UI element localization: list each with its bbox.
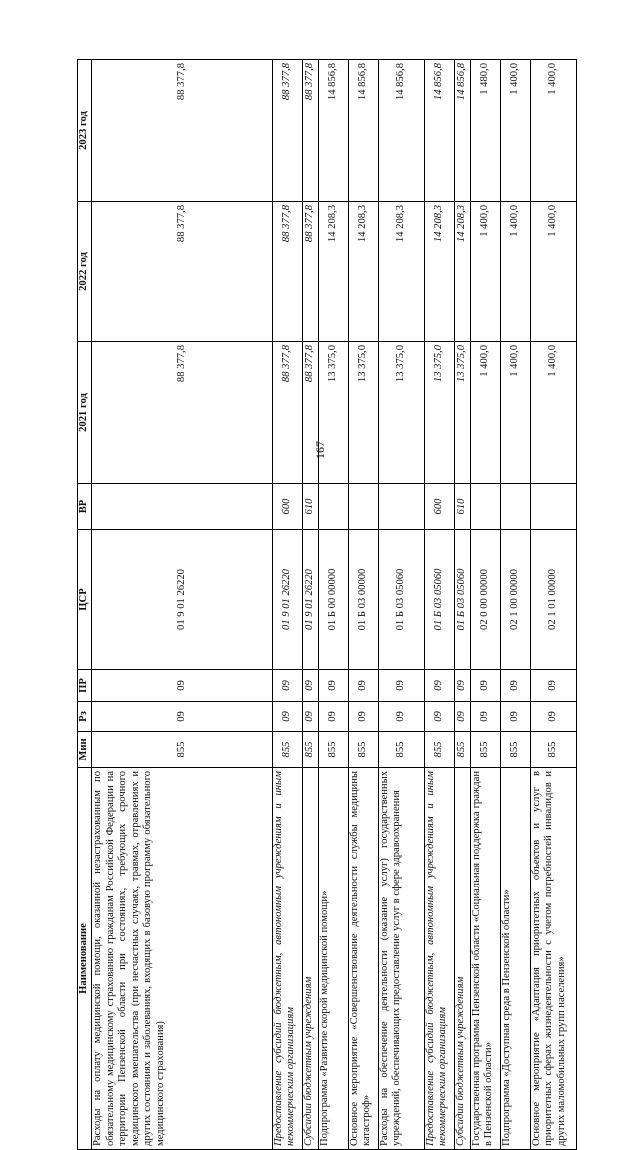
pr-cell: 09 (302, 670, 318, 702)
amount-2021-cell: 1 400,0 (530, 342, 576, 484)
min-cell: 855 (530, 732, 576, 768)
name-cell: Подпрограмма «Доступная среда в Пензенской области» (500, 768, 530, 1150)
amount-2022-cell: 14 208,3 (378, 202, 424, 342)
min-cell: 855 (378, 732, 424, 768)
table-row (530, 60, 576, 1150)
amount-2023-cell: 88 377,8 (272, 60, 302, 202)
csr-cell: 01 9 01 26220 (302, 530, 318, 670)
name-cell: Субсидии бюджетным учреждениям (454, 768, 470, 1150)
name-cell: Основное мероприятие «Совершенствование деятельности службы медицины катастроф» (348, 768, 378, 1150)
pr-cell: 09 (530, 670, 576, 702)
min-cell: 855 (272, 732, 302, 768)
pr-cell: 09 (92, 670, 273, 702)
amount-2023-cell: 14 856,8 (348, 60, 378, 202)
rz-cell: 09 (530, 702, 576, 732)
pr-cell: 09 (500, 670, 530, 702)
amount-2021-cell: 13 375,0 (378, 342, 424, 484)
pr-cell: 09 (348, 670, 378, 702)
amount-2022-cell: 88 377,8 (272, 202, 302, 342)
amount-2021-cell: 13 375,0 (318, 342, 348, 484)
pr-cell: 09 (378, 670, 424, 702)
rz-cell: 09 (348, 702, 378, 732)
csr-cell: 01 9 01 26220 (272, 530, 302, 670)
vr-cell (318, 484, 348, 530)
csr-cell: 02 1 00 00000 (500, 530, 530, 670)
rz-cell: 09 (470, 702, 500, 732)
amount-2022-cell: 88 377,8 (92, 202, 273, 342)
amount-2021-cell: 1 400,0 (500, 342, 530, 484)
amount-2023-cell: 14 856,8 (454, 60, 470, 202)
table-row (318, 60, 348, 1150)
csr-cell: 02 0 00 00000 (470, 530, 500, 670)
rz-cell: 09 (302, 702, 318, 732)
csr-cell: 01 9 01 26220 (92, 530, 273, 670)
pr-cell: 09 (424, 670, 454, 702)
name-cell: Государственная программа Пензенской области «Социальная поддержка граждан в Пензенской области» (470, 768, 500, 1150)
vr-cell: 600 (272, 484, 302, 530)
table-row (470, 60, 500, 1150)
column-header: ВР (78, 484, 92, 530)
rz-cell: 09 (454, 702, 470, 732)
name-cell: Расходы на оплату медицинской помощи, оказанной незастрахованным по обязательному медицинскому страхованию гражданам Российской Федерации на территории Пензенской области при состояниях, требующих срочного медицинского вмешательства (при несчастных случаях, травмах, отравлениях и других состояниях и заболеваниях, входящих в базовую программу обязательного медицинского страхования) (92, 768, 273, 1150)
rz-cell: 09 (272, 702, 302, 732)
amount-2022-cell: 1 400,0 (470, 202, 500, 342)
min-cell: 855 (348, 732, 378, 768)
table-row (500, 60, 530, 1150)
vr-cell (348, 484, 378, 530)
rz-cell: 09 (318, 702, 348, 732)
csr-cell: 01 Б 00 00000 (318, 530, 348, 670)
min-cell: 855 (470, 732, 500, 768)
page-number: 167 (313, 441, 327, 459)
min-cell: 855 (92, 732, 273, 768)
amount-2021-cell: 1 400,0 (470, 342, 500, 484)
column-header: 2023 год (78, 60, 92, 202)
csr-cell: 01 Б 03 05060 (454, 530, 470, 670)
amount-2021-cell: 13 375,0 (454, 342, 470, 484)
table-header-row (78, 60, 92, 1150)
table-row (454, 60, 470, 1150)
csr-cell: 02 1 01 00000 (530, 530, 576, 670)
name-cell: Предоставление субсидий бюджетным, автономным учреждениям и иным некоммерческим организациям (424, 768, 454, 1150)
min-cell: 855 (500, 732, 530, 768)
table-row (424, 60, 454, 1150)
name-cell: Предоставление субсидий бюджетным, автономным учреждениям и иным некоммерческим организациям (272, 768, 302, 1150)
min-cell: 855 (454, 732, 470, 768)
table-row (272, 60, 302, 1150)
amount-2023-cell: 1 400,0 (500, 60, 530, 202)
csr-cell: 01 Б 03 05060 (424, 530, 454, 670)
column-header: 2022 год (78, 202, 92, 342)
amount-2022-cell: 88 377,8 (302, 202, 318, 342)
amount-2022-cell: 14 208,3 (454, 202, 470, 342)
amount-2023-cell: 14 856,8 (424, 60, 454, 202)
amount-2022-cell: 1 400,0 (530, 202, 576, 342)
name-cell: Основное мероприятие «Адаптация приоритетных объектов и услуг в приоритетных сферах жизнедеятельности с учетом потребностей инвалидов и других маломобильных групп населения» (530, 768, 576, 1150)
amount-2023-cell: 14 856,8 (378, 60, 424, 202)
csr-cell: 01 Б 03 05060 (378, 530, 424, 670)
vr-cell (530, 484, 576, 530)
amount-2023-cell: 1 400,0 (530, 60, 576, 202)
column-header: Мин (78, 732, 92, 768)
vr-cell (470, 484, 500, 530)
name-cell: Субсидии бюджетным учреждениям (302, 768, 318, 1150)
amount-2023-cell: 14 856,8 (318, 60, 348, 202)
column-header: 2021 год (78, 342, 92, 484)
amount-2022-cell: 14 208,3 (318, 202, 348, 342)
table-body (92, 60, 577, 1150)
amount-2021-cell: 13 375,0 (424, 342, 454, 484)
vr-cell: 610 (454, 484, 470, 530)
budget-table-container (77, 60, 577, 1150)
amount-2022-cell: 14 208,3 (348, 202, 378, 342)
pr-cell: 09 (454, 670, 470, 702)
pr-cell: 09 (470, 670, 500, 702)
budget-table (77, 59, 577, 1150)
amount-2023-cell: 1 480,0 (470, 60, 500, 202)
amount-2023-cell: 88 377,8 (92, 60, 273, 202)
min-cell: 855 (318, 732, 348, 768)
rz-cell: 09 (424, 702, 454, 732)
rz-cell: 09 (378, 702, 424, 732)
min-cell: 855 (424, 732, 454, 768)
amount-2021-cell: 88 377,8 (272, 342, 302, 484)
min-cell: 855 (302, 732, 318, 768)
amount-2021-cell: 88 377,8 (302, 342, 318, 484)
vr-cell (500, 484, 530, 530)
pr-cell: 09 (272, 670, 302, 702)
column-header: ПР (78, 670, 92, 702)
table-row (378, 60, 424, 1150)
column-header: Наименование (78, 768, 92, 1150)
csr-cell: 01 Б 03 00000 (348, 530, 378, 670)
amount-2022-cell: 1 400,0 (500, 202, 530, 342)
name-cell: Подпрограмма «Развитие скорой медицинской помощи» (318, 768, 348, 1150)
pr-cell: 09 (318, 670, 348, 702)
column-header: ЦСР (78, 530, 92, 670)
rz-cell: 09 (500, 702, 530, 732)
vr-cell: 610 (302, 484, 318, 530)
rz-cell: 09 (92, 702, 273, 732)
table-row (348, 60, 378, 1150)
name-cell: Расходы на обеспечение деятельности (оказание услуг) государственных учреждений, обеспечивающих предоставление услуг в сфере здравоохранения (378, 768, 424, 1150)
column-header: Рз (78, 702, 92, 732)
table-row (302, 60, 318, 1150)
vr-cell (92, 484, 273, 530)
amount-2022-cell: 14 208,3 (424, 202, 454, 342)
vr-cell (378, 484, 424, 530)
vr-cell: 600 (424, 484, 454, 530)
amount-2023-cell: 88 377,8 (302, 60, 318, 202)
amount-2021-cell: 13 375,0 (348, 342, 378, 484)
table-row (92, 60, 273, 1150)
amount-2021-cell: 88 377,8 (92, 342, 273, 484)
